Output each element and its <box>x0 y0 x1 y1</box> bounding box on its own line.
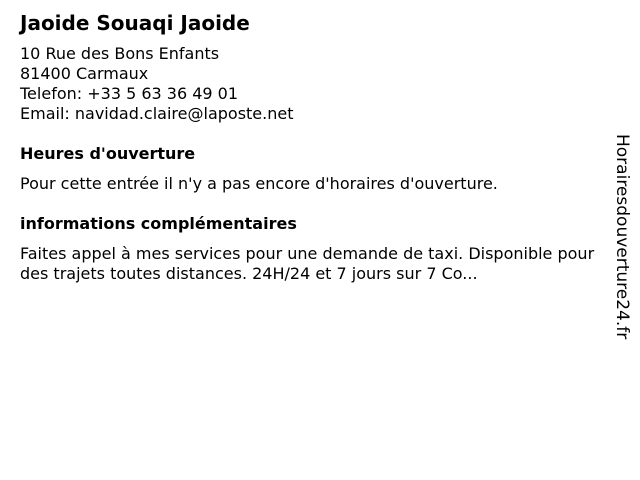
hours-heading: Heures d'ouverture <box>20 144 196 163</box>
address-city: 81400 Carmaux <box>20 64 149 83</box>
phone-number: Telefon: +33 5 63 36 49 01 <box>20 84 239 103</box>
info-text: Faites appel à mes services pour une demande de taxi. Disponible pour des trajets toutes distances. 24H/24 et 7 jours sur 7 Co... <box>20 244 595 283</box>
site-brand-vertical: Horairesdouverture24.fr <box>612 134 632 340</box>
email-address: Email: navidad.claire@laposte.net <box>20 104 294 123</box>
business-name: Jaoide Souaqi Jaoide <box>20 11 250 35</box>
listing-card <box>20 10 595 284</box>
info-heading: informations complémentaires <box>20 214 297 233</box>
hours-text: Pour cette entrée il n'y a pas encore d'horaires d'ouverture. <box>20 174 498 193</box>
address-street: 10 Rue des Bons Enfants <box>20 44 220 63</box>
